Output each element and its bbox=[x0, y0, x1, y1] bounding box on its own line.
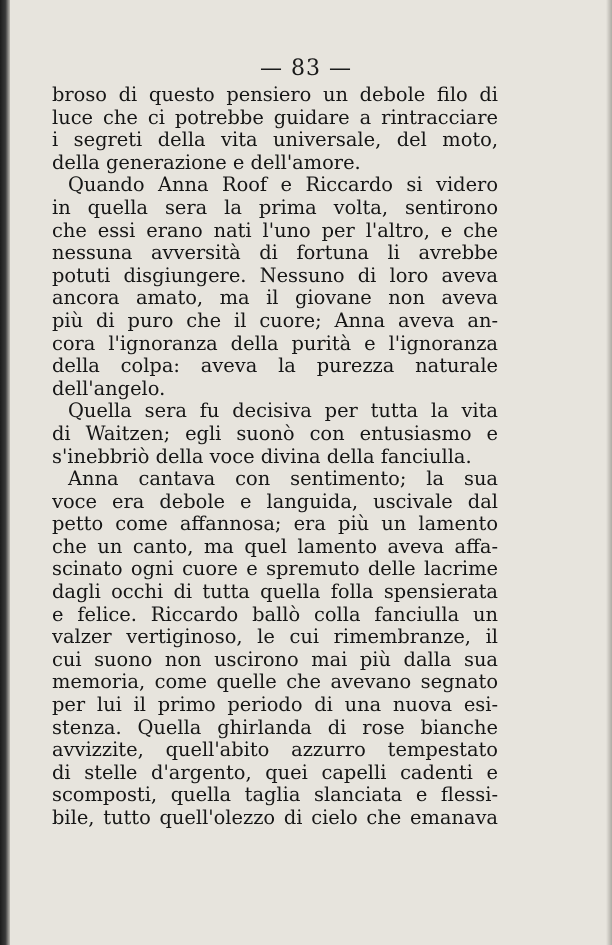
text-line: scinato ogni cuore e spremuto delle lacrime bbox=[52, 558, 498, 581]
text-line: memoria, come quelle che avevano segnato bbox=[52, 671, 498, 694]
page-edge-shadow bbox=[606, 0, 612, 945]
body-text bbox=[52, 84, 498, 830]
text-line: e felice. Riccardo ballò colla fanciulla un bbox=[52, 603, 498, 626]
text-line: Quella sera fu decisiva per tutta la vita bbox=[68, 400, 498, 423]
binding-edge bbox=[0, 0, 10, 945]
text-line: bile, tutto quell'olezzo di cielo che emanava bbox=[52, 807, 498, 829]
text-line: della colpa: aveva la purezza naturale bbox=[52, 355, 498, 378]
text-line: cui suono non uscirono mai più dalla sua bbox=[52, 648, 498, 671]
text-line: broso di questo pensiero un debole filo di bbox=[52, 84, 498, 106]
text-line: voce era debole e languida, uscivale dal bbox=[52, 490, 498, 513]
text-line: di Waitzen; egli suonò con entusiasmo e bbox=[52, 422, 498, 445]
text-line: dagli occhi di tutta quella folla spensierata bbox=[52, 581, 498, 604]
text-line: scomposti, quella taglia slanciata e flessi- bbox=[52, 784, 498, 807]
text-line: che un canto, ma quel lamento aveva affa- bbox=[52, 535, 498, 558]
text-line: cora l'ignoranza della purità e l'ignoranza bbox=[52, 332, 498, 355]
text-line: dell'angelo. bbox=[52, 377, 166, 400]
text-line: che essi erano nati l'uno per l'altro, e che bbox=[52, 219, 498, 242]
text-line: più di puro che il cuore; Anna aveva an- bbox=[52, 309, 498, 332]
text-line: di stelle d'argento, quei capelli cadenti e bbox=[52, 761, 498, 784]
text-line: della generazione e dell'amore. bbox=[52, 151, 361, 174]
text-line: in quella sera la prima volta, sentirono bbox=[52, 196, 498, 219]
text-line: i segreti della vita universale, del moto, bbox=[52, 129, 498, 152]
text-line: avvizzite, quell'abito azzurro tempestato bbox=[52, 739, 498, 762]
text-line: nessuna avversità di fortuna li avrebbe bbox=[52, 242, 498, 265]
text-line: per lui il primo periodo di una nuova esi- bbox=[52, 694, 498, 717]
page-number: — 83 — bbox=[260, 56, 352, 81]
text-line: ancora amato, ma il giovane non aveva bbox=[52, 287, 498, 310]
text-line: Anna cantava con sentimento; la sua bbox=[68, 468, 498, 491]
text-line: luce che ci potrebbe guidare a rintracciare bbox=[52, 106, 498, 129]
text-line: Quando Anna Roof e Riccardo si videro bbox=[68, 174, 498, 197]
text-line: s'inebbriò della voce divina della fanciulla. bbox=[52, 445, 472, 468]
text-line: potuti disgiungere. Nessuno di loro aveva bbox=[52, 264, 498, 287]
text-line: petto come affannosa; era più un lamento bbox=[52, 513, 498, 536]
text-line: valzer vertiginoso, le cui rimembranze, il bbox=[52, 626, 498, 649]
text-line: stenza. Quella ghirlanda di rose bianche bbox=[52, 716, 498, 739]
